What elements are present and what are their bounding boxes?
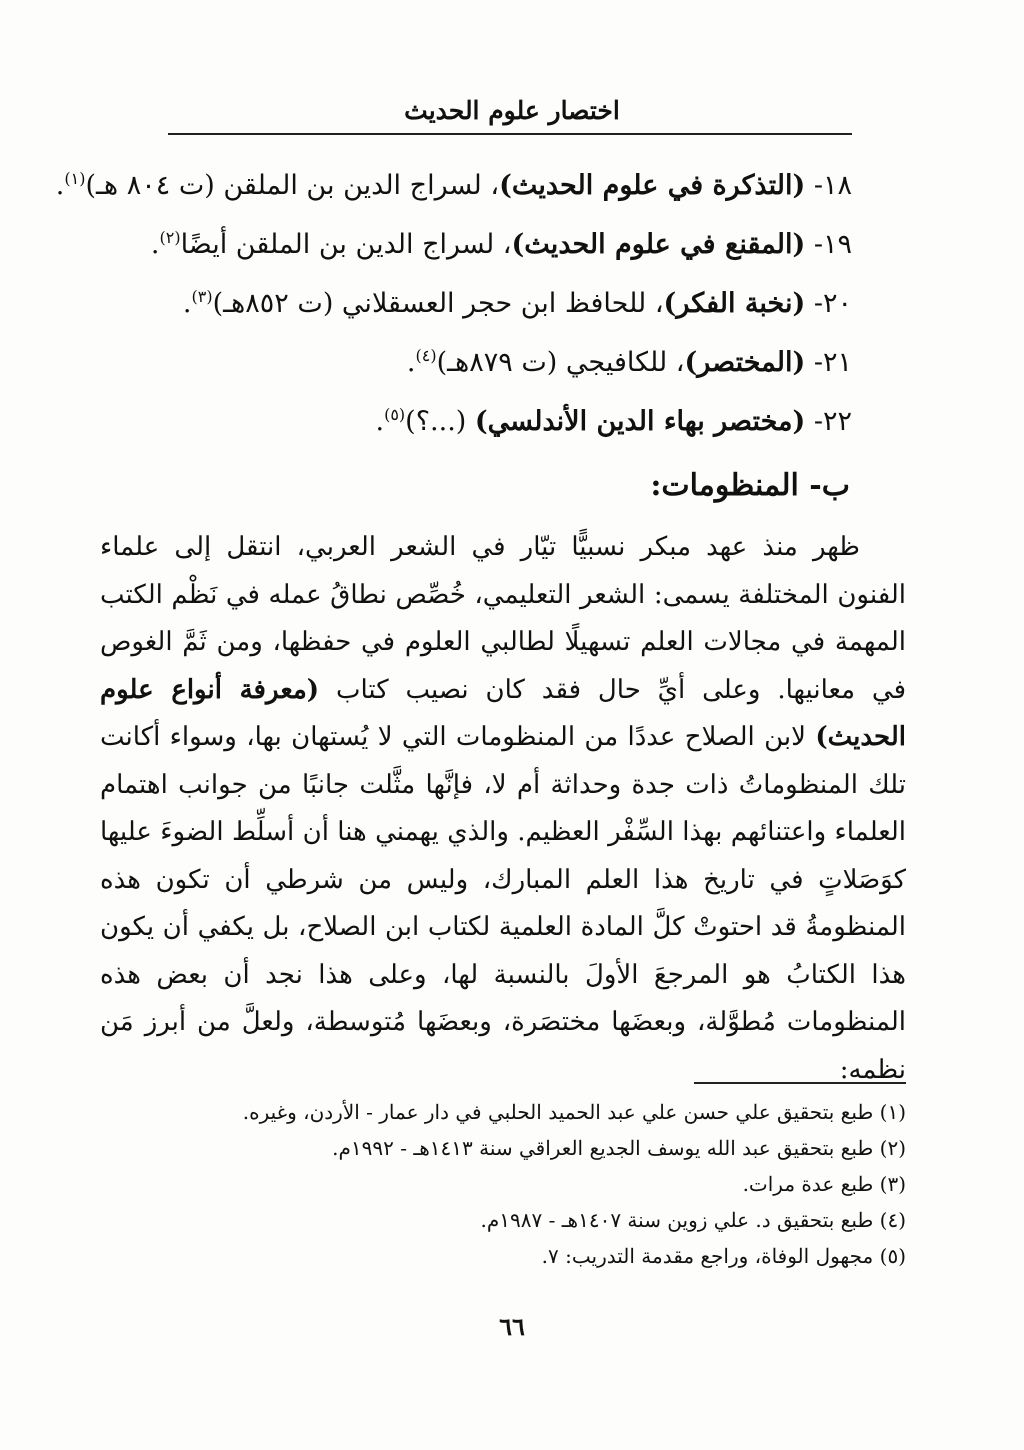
- item-text: ، للكافيجي (ت ٨٧٩هـ): [436, 347, 685, 378]
- paragraph-text: ظهر منذ عهد مبكر نسبيًّا تيّار في الشعر العربي، انتقل إلى علماء الفنون المختلفة يسمى: الشعر التعليمي، خُصِّص نطاقُ عمله في نَظْم الكتب المهمة في مجالات العلم تسهيلًا لطالبي العلوم في حفظها، ومن ثَمَّ الغوص في معانيها. وعلى أيِّ حال فقد كان نصيب كتاب: [100, 532, 906, 705]
- item-end: .: [182, 288, 192, 319]
- list-item: [100, 274, 852, 333]
- running-title: اختصار علوم الحديث: [404, 96, 620, 125]
- item-end: .: [150, 229, 160, 260]
- item-number: ١٩-: [813, 229, 852, 260]
- footnotes: [186, 1094, 906, 1274]
- item-end: .: [406, 347, 416, 378]
- item-number: ١٨-: [813, 170, 852, 201]
- page-number: ٦٦: [499, 1312, 525, 1341]
- list-item: [55, 156, 852, 215]
- footnote-ref: (٣): [191, 287, 213, 306]
- section-heading: ب- المنظومات:: [650, 468, 850, 503]
- footnote-ref: (١): [64, 169, 86, 188]
- list-item: [100, 333, 852, 392]
- list-item: [100, 392, 852, 451]
- body-paragraph: [100, 524, 906, 1094]
- paragraph-text: لابن الصلاح عددًا من المنظومات التي لا يُستهان بها، وسواء أكانت تلك المنظوماتُ ذات جدة وحداثة أم لا، فإنَّها مثَّلت جانبًا من جوانب اهتمام العلماء واعتنائهم بهذا السِّفْر العظيم. والذي يهمني هنا أن أسلِّط الضوءَ عليها كوَصَلاتٍ في تاريخ هذا العلم المبارك، وليس من شرطي أن تكون هذه المنظومةُ قد احتوتْ كلَّ المادة العلمية لكتاب ابن الصلاح، بل يكفي أن يكون هذا الكتابُ هو المرجعَ الأولَ بالنسبة لها، وعلى هذا نجد أن بعض هذه المنظومات مُطوَّلة، وبعضَها مختصَرة، وبعضَها مُتوسطة، ولعلَّ من أبرز مَن نظمه:: [100, 722, 906, 1085]
- item-text: ، لسراج الدين بن الملقن (ت ٨٠٤ هـ): [85, 170, 500, 201]
- footnote: (١) طبع بتحقيق علي حسن علي عبد الحميد الحلبي في دار عمار - الأردن، وغيره.: [242, 1100, 906, 1124]
- item-number: ٢٢-: [813, 406, 852, 437]
- book-title: (المختصر): [684, 347, 806, 378]
- list-item: [100, 215, 852, 274]
- item-text: ، لسراج الدين بن الملقن أيضًا: [180, 229, 512, 260]
- item-text: ، للحافظ ابن حجر العسقلاني (ت ٨٥٢هـ): [212, 288, 664, 319]
- footnote-ref: (٢): [159, 228, 181, 247]
- book-title: (مختصر بهاء الدين الأندلسي): [474, 406, 806, 437]
- footnote: (٣) طبع عدة مرات.: [742, 1172, 906, 1196]
- paragraph: [100, 524, 906, 1094]
- header-rule: [168, 133, 852, 135]
- footnote-ref: (٤): [415, 346, 437, 365]
- book-title: (نخبة الفكر): [663, 288, 806, 319]
- footnote: (٥) مجهول الوفاة، وراجع مقدمة التدريب: ٧.: [541, 1244, 906, 1268]
- item-end: .: [55, 170, 65, 201]
- footnote-ref: (٥): [384, 405, 406, 424]
- footnote-rule: [694, 1082, 906, 1084]
- item-end: .: [375, 406, 385, 437]
- book-title: (المقنع في علوم الحديث): [511, 229, 806, 260]
- footnote: (٤) طبع بتحقيق د. علي زوين سنة ١٤٠٧هـ - ١٩٨٧م.: [480, 1208, 906, 1232]
- book-title: (التذكرة في علوم الحديث): [499, 170, 806, 201]
- item-text: (...؟): [405, 406, 475, 437]
- item-number: ٢٠-: [813, 288, 852, 319]
- footnote: (٢) طبع بتحقيق عبد الله يوسف الجديع العراقي سنة ١٤١٣هـ - ١٩٩٢م.: [332, 1136, 906, 1160]
- book-list: [55, 156, 852, 451]
- item-number: ٢١-: [813, 347, 852, 378]
- cited-book-title: (معرفة أنواع علوم الحديث): [100, 674, 906, 752]
